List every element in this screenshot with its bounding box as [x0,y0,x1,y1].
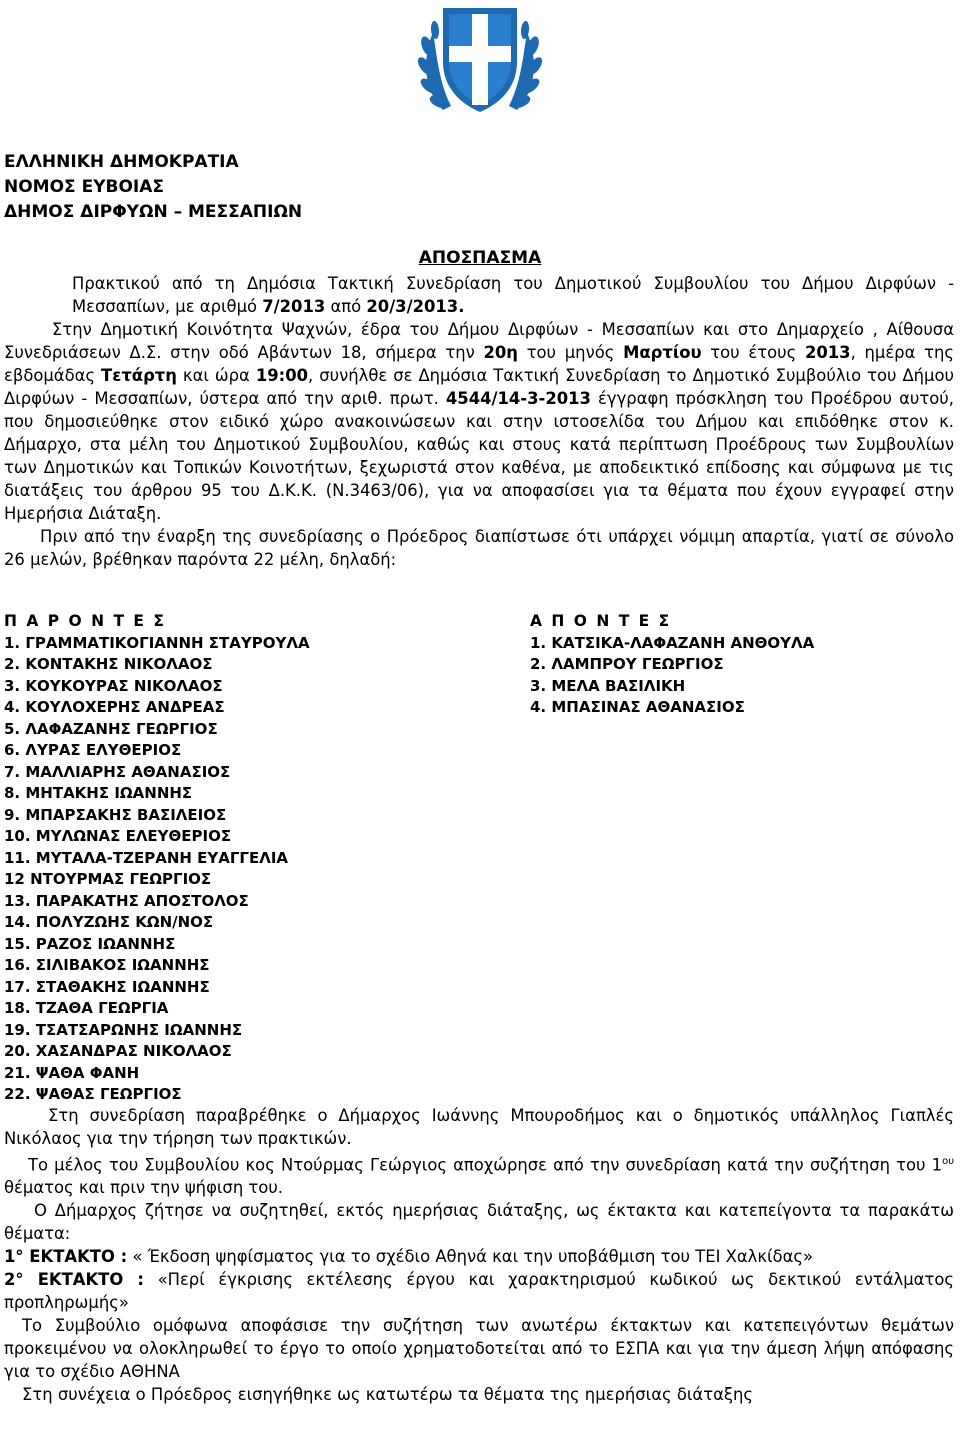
list-item: 6. ΛΥΡΑΣ ΕΛΥΘΕΡΙΟΣ [4,741,182,759]
list-item: 8. ΜΗΤΑΚΗΣ ΙΩΑΝΝΗΣ [4,784,193,802]
list-item: 9. ΜΠΑΡΣΑΚΗΣ ΒΑΣΙΛΕΙΟΣ [4,805,227,824]
list-item: 19. ΤΣΑΤΣΑΡΩΝΗΣ ΙΩΑΝΝΗΣ [4,1020,243,1039]
greek-coat-of-arms-icon [413,2,547,120]
list-item: 4. ΜΠΑΣΙΝΑΣ ΑΘΑΝΑΣΙΟΣ [530,698,745,716]
list-item: 10. ΜΥΛΩΝΑΣ ΕΛΕΥΘΕΡΙΟΣ [4,827,232,845]
list-item: 20. ΧΑΣΑΝΔΡΑΣ ΝΙΚΟΛΑΟΣ [4,1042,232,1060]
agenda-intro-paragraph: Στη συνέχεια ο Πρόεδρος εισηγήθηκε ως κατωτέρω τα θέματα της ημερήσιας διάταξης [22,1385,754,1405]
list-item: 2. ΚΟΝΤΑΚΗΣ ΝΙΚΟΛΑΟΣ [4,655,213,673]
header-line-municipality: ΔΗΜΟΣ ΔΙΡΦΥΩΝ – ΜΕΣΣΑΠΙΩΝ [4,202,303,222]
absent-column [530,611,814,719]
intro-line-b: Στην Δημοτική Κοινότητα Ψαχνών, έδρα του Δήμου Διρφύων - Μεσσαπίων και στο Δημαρχείο , Αίθουσα Συνεδριάσεων Δ.Σ. στην οδό Αβάντων 18, σήμερα την 20η του μηνός Μαρτίου του έτους 2013, ημέρα της εβδομάδας Τετάρτη και ώρα 19:00, συνήλθε σε Δημόσια Τακτική Συνεδρίαση το Δημοτικό Συμβούλιο του Δήμου Διρφύων - Μεσσαπίων, ύστερα από την αριθ. πρωτ. 4544/14-3-2013 έγγραφη πρόσκληση του Προέδρου αυτού, που δημοσιεύθηκε στον ειδικό χώρο ανακοινώσεων και στην ιστοσελίδα του Δήμου και επιδόθηκε στον κ. Δήμαρχο, στα μέλη του Δημοτικού Συμβουλίου, καθώς και στους κατά περίπτωση Προέδρους των Συμβουλίων των Δημοτικών και Τοπικών Κοινοτήτων, ξεχωριστά στον καθένα, με αποδεικτικό επίδοσης και σύμφωνα με τις διατάξεις του άρθρου 95 του Δ.Κ.Κ. (Ν.3463/06), για να αποφασίσει για τα θέματα που έχουν εγγραφεί στην Ημερήσια Διάταξη. [4,320,954,523]
list-item: 14. ΠΟΛΥΖΩΗΣ ΚΩΝ/ΝΟΣ [4,913,214,931]
minutes-body [4,1104,954,1406]
list-item: 5. ΛΑΦΑΖΑΝΗΣ ΓΕΩΡΓΙΟΣ [4,719,218,738]
intro-paragraph [4,272,954,571]
list-item: 16. ΣΙΛΙΒΑΚΟΣ ΙΩΑΝΝΗΣ [4,956,210,974]
list-item: 1. ΓΡΑΜΜΑΤΙΚΟΓΙΑΝΝΗ ΣΤΑΥΡΟΥΛΑ [4,633,310,652]
urgent-item-2: 2° ΕΚΤΑΚΤΟ : «Περί έγκρισης εκτέλεσης έργου και χαρακτηρισμού κωδικού ως δεκτικού εντάλματος προπληρωμής» [4,1270,954,1313]
present-column [4,611,310,1106]
list-item: 1. ΚΑΤΣΙΚΑ-ΛΑΦΑΖΑΝΗ ΑΝΘΟΥΛΑ [530,633,815,652]
list-item: 21. ΨΑΘΑ ΦΑΝΗ [4,1063,140,1082]
absent-heading: Α Π Ο Ν Τ Ε Σ [530,612,672,630]
list-item: 18. ΤΖΑΘΑ ΓΕΩΡΓΙΑ [4,999,169,1017]
list-item: 15. ΡΑΖΟΣ ΙΩΑΝΝΗΣ [4,934,176,953]
intro-line-a: Πρακτικού από τη Δημόσια Τακτική Συνεδρίαση του Δημοτικού Συμβουλίου του Δήμου Διρφύων - Μεσσαπίων, με αριθμό 7/2013 από 20/3/2013. [72,274,954,316]
present-heading: Π Α Ρ Ο Ν Τ Ε Σ [4,612,166,630]
decision-paragraph: Το Συμβούλιο ομόφωνα αποφάσισε την συζήτηση των ανωτέρω έκτακτων και κατεπειγόντων θεμάτων προκειμένου να ολοκληρωθεί το έργο το οποίο χρηματοδoτείται από το ΕΣΠΑ και για την άμεση λήψη απόφασης για το σχέδιο ΑΘΗΝΑ [4,1316,954,1382]
urgent-request-paragraph: Ο Δήμαρχος ζήτησε να συζητηθεί, εκτός ημερήσιας διάταξης, ως έκτακτα και κατεπείγοντα τα παρακάτω θέματα: [4,1201,954,1244]
list-item: 4. ΚΟΥΛΟΧΕΡΗΣ ΑΝΔΡΕΑΣ [4,698,225,716]
document-header [4,150,302,225]
header-line-prefecture: ΝΟΜΟΣ ΕΥΒΟΙΑΣ [4,177,165,197]
list-item: 2. ΛΑΜΠΡΟΥ ΓΕΩΡΓΙΟΣ [530,655,724,673]
urgent-item-1: 1° ΕΚΤΑΚΤΟ : « Έκδοση ψηφίσματος για το σχέδιο Αθηνά και την υποβάθμιση του ΤΕΙ Χαλκίδας» [4,1247,814,1267]
departure-paragraph: Το μέλος του Συμβουλίου κος Ντούρμας Γεώργιος αποχώρησε από την συνεδρίαση κατά την συζήτηση του $1^{o\upsilon}$ θέματος και πριν την ψήφιση του. [4,1155,954,1198]
list-item: 11. ΜΥΤΑΛΑ-ΤΖΕΡΑΝΗ ΕΥΑΓΓΕΛΙΑ [4,848,289,867]
list-item: 22. ΨΑΘΑΣ ΓΕΩΡΓΙΟΣ [4,1085,182,1103]
header-line-republic: ΕΛΛΗΝΙΚΗ ΔΗΜΟΚΡΑΤΙΑ [4,152,239,172]
list-item: 3. ΚΟΥΚΟΥΡΑΣ ΝΙΚΟΛΑΟΣ [4,676,223,695]
coat-of-arms-emblem [0,0,960,120]
list-item: 3. ΜΕΛΑ ΒΑΣΙΛΙΚΗ [530,676,686,695]
list-item: 17. ΣΤΑΘΑΚΗΣ ΙΩΑΝΝΗΣ [4,977,210,996]
attendance-paragraph: Στη συνεδρίαση παραβρέθηκε ο Δήμαρχος Ιωάννης Μπουροδήμος και ο δημοτικός υπάλληλος Γιαπλές Νικόλαος για την τήρηση των πρακτικών. [4,1106,954,1148]
list-item: 13. ΠΑΡΑΚΑΤΗΣ ΑΠΟΣΤΟΛΟΣ [4,891,249,910]
list-item: 7. ΜΑΛΛΙΑΡΗΣ ΑΘΑΝΑΣΙΟΣ [4,762,231,781]
document-title: ΑΠΟΣΠΑΣΜΑ [418,248,542,268]
list-item: 12 ΝΤΟΥΡΜΑΣ ΓΕΩΡΓΙΟΣ [4,870,212,888]
quorum-paragraph: Πριν από την έναρξη της συνεδρίασης ο Πρόεδρος διαπίστωσε ότι υπάρχει νόμιμη απαρτία, γιατί σε σύνολο 26 μελών, βρέθηκαν παρόντα 22 μέλη, δηλαδή: [4,527,954,569]
